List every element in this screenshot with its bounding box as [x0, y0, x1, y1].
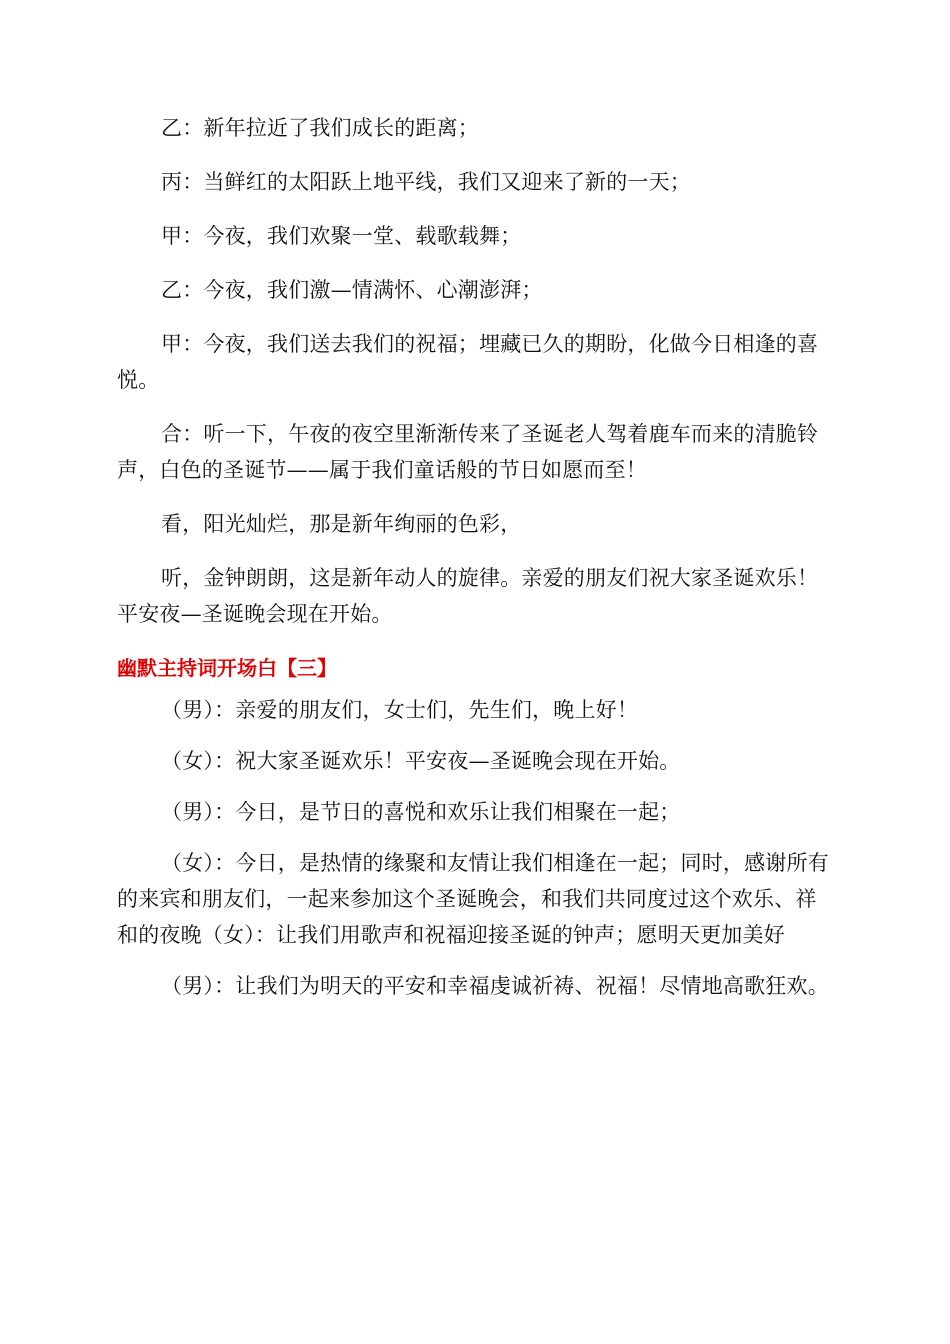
paragraph: （男）：今日，是节日的喜悦和欢乐让我们相聚在一起；	[161, 800, 681, 824]
paragraph: 丙：当鲜红的太阳跃上地平线，我们又迎来了新的一天；	[161, 170, 691, 194]
paragraph: （女）：今日，是热情的缘聚和友情让我们相逢在一起；同时，感谢所有的来宾和朋友们，一起来参加这个圣诞晚会，和我们共同度过这个欢乐、祥和的夜晚（女）：让我们用歌声和祝福迎接圣诞的钟声；愿明天更加美好	[117, 851, 829, 947]
paragraph: 甲：今夜，我们欢聚一堂、载歌载舞；	[161, 224, 522, 248]
paragraph: 乙：新年拉近了我们成长的距离；	[161, 116, 479, 140]
paragraph: 看，阳光灿烂，那是新年绚丽的色彩，	[161, 512, 522, 536]
paragraph: 甲：今夜，我们送去我们的祝福；埋藏已久的期盼，化做今日相逢的喜悦。	[117, 332, 819, 392]
paragraph: （男）：亲爱的朋友们，女士们，先生们，晚上好！	[161, 698, 639, 722]
paragraph: （女）：祝大家圣诞欢乐！平安夜—圣诞晚会现在开始。	[161, 749, 681, 773]
document-body	[117, 110, 837, 1019]
paragraph: 乙：今夜，我们激—情满怀、心潮澎湃；	[161, 278, 543, 302]
paragraph: 听，金钟朗朗，这是新年动人的旋律。亲爱的朋友们祝大家圣诞欢乐！平安夜—圣诞晚会现在开始。	[117, 566, 819, 626]
paragraph: 合：听一下，午夜的夜空里渐渐传来了圣诞老人驾着鹿车而来的清脆铃声，白色的圣诞节——属于我们童话般的节日如愿而至！	[117, 422, 819, 482]
section-heading: 幽默主持词开场白【三】	[117, 656, 337, 680]
paragraph: （男）：让我们为明天的平安和幸福虔诚祈祷、祝福！尽情地高歌狂欢。	[161, 974, 829, 998]
